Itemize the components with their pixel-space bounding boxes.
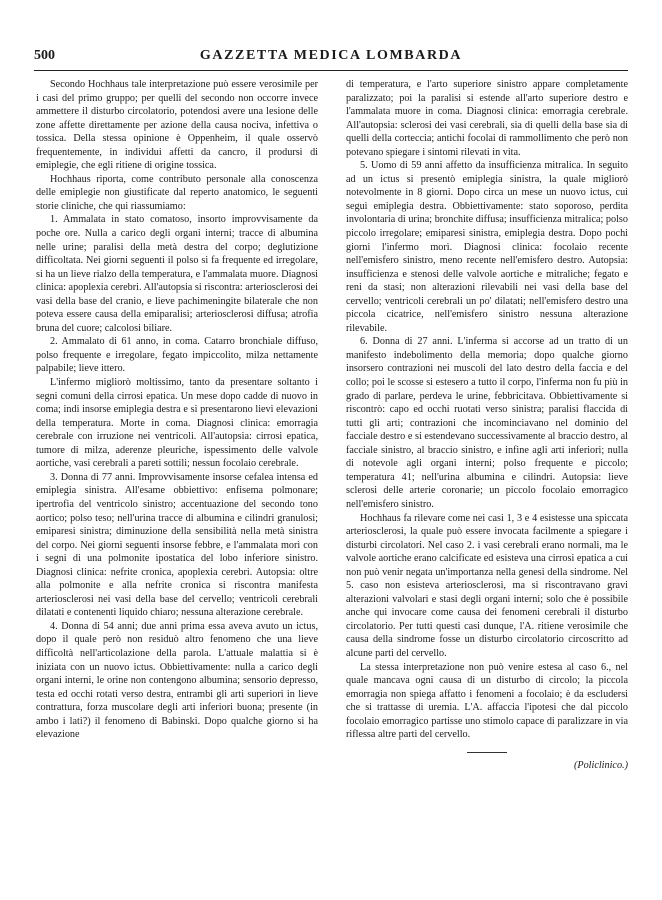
paragraph-continued: di temperatura, e l'arto superiore sinistro appare completamente paralizzato; poi la paralisi si estende all'arto superiore destro e l'ammalata muore in coma. Diagnosi clinica: emorragia cerebrale. All'autopsia: sclerosi dei vasi cerebrali, sia di quelli della base sia di quelli della corteccia; antichi focolai di rammollimento che però non potevano spiegare i sintomi rilevati in vita. bbox=[346, 79, 628, 158]
source-citation: (Policlinico.) bbox=[573, 759, 628, 771]
case-1-paragraph: 1. Ammalata in stato comatoso, insorto improvvisamente da poche ore. Nulla a carico degli organi interni; tracce di albumina nelle urine; paralisi della metà destra del corpo; deglutizione difficoltata. Nei giorni seguenti il polso si fa frequente ed irregolare, si ha un lieve rialzo della temperatura, e l'ammalata muore. Diagnosi clinica: apoplexia cerebri. All'autopsia si riscontra: arteriosclerosi dei vasi della base del cranio, e lieve pachimeningite bilaterale che non poteva essere causa della emiparalisi; arteriosclerosi diffusa; atrofia bruna del cuore; calcolosi biliare. bbox=[36, 214, 318, 334]
case-5-paragraph: 5. Uomo di 59 anni affetto da insufficienza mitralica. In seguito ad un ictus si presentò emiplegia sinistra, la quale migliorò notevolmente in 8 giorni. Dopo circa un mese un nuovo ictus, cui seguì emiplegia destra. Obbiettivamente: stato soporoso, perdita involontaria di urina; bronchite diffusa; insufficienza mitralica; polso piccolo irregolare; emiparesi sinistra, emiplegia destra. Dopo pochi giorni l'infermo morì. Diagnosi clinica: focolaio recente nell'emisfero sinistro, meno recente nell'emisfero destro. Autopsia: insufficienza e stenosi delle valvole aortiche e mitraliche; fegato e reni da stasi; non alterazioni rilevabili nei vasi della base del cervello; ventricoli cerebrali un po' dilatati; nell'emisfero destro una piccola cicatrice, nell'emisfero sinistro nessuna alterazione rilevabile. bbox=[346, 160, 628, 334]
case-4-paragraph: 4. Donna di 54 anni; due anni prima essa aveva avuto un ictus, dopo il quale però non residuò altro fenomeno che una lieve difficoltà nell'articolazione della parola. L'attuale malattia si è iniziata con un nuovo ictus. Obbiettivamente: nulla a carico degli organi interni, le orine non contengono albumina; sensorio depresso, testa ed occhi rotati verso destra, entrambi gli arti superiori in lieve contrattura, forza muscolare degli arti inferiori buona; presente (in ambo i lati?) il fenomeno di Babinski. Dopo qualche giorno si ha elevazione bbox=[36, 620, 318, 741]
case-3-paragraph: 3. Donna di 77 anni. Improvvisamente insorse cefalea intensa ed emiplegia sinistra. All'esame obbiettivo: enfisema polmonare; ipertrofia del ventricolo sinistro; accentuazione del secondo tono aortico; polso teso; nell'urina tracce di albumina e cilindri granulosi; emiparesi sinistra; diminuzione della sensibilità nella metà sinistra del corpo. Nei giorni seguenti insorse febbre, e l'ammalata morì con i segni di una polmonite ipostatica del lobo inferiore sinistro. Diagnosi clinica: nefrite cronica, apoplexia cerebri. Autopsia: oltre alla polmonite e alla nefrite cronica si riscontra manifesta arteriosclerosi nei vasi della base del cervello; ventricoli cerebrali dilatati e contenenti liquido chiaro; nessuna alterazione cerebrale. bbox=[36, 471, 318, 619]
paragraph: La stessa interpretazione non può venire estesa al caso 6., nel quale mancava ogni causa di un disturbo di circolo; la piccola emorragia non spiega affatto i fenomeni a focolaio; è da escludersi che si trattasse di uremia. L'A. affaccia l'ipotesi che dal piccolo focolaio emorragico partisse uno stimolo capace di paralizzare in via riflessa altre parti del cervello. bbox=[346, 661, 628, 741]
closing-rule bbox=[467, 752, 507, 753]
paragraph: Hochhaus fa rilevare come nei casi 1, 3 e 4 esistesse una spiccata arteriosclerosi, la quale può essere invocata facilmente a spiegare i disturbi circolatori. Nel caso 2. i vasi cerebrali erano normali, ma le valvole aortiche erano calcificate ed esisteva una cirrosi epatica a cui non può venir negata un'importanza nella genesi della sindrome. Nel 5. caso non esisteva arteriosclerosi, ma si riscontravano gravi alterazioni valvolari e stasi degli organi interni; solo che è possibile anche qui invocare come causa dei fenomeni cerebrali il disturbo circolatorio. Per tutti questi casi dunque, l'A. ritiene verosimile che causa della sindrome fosse un disturbo circolatorio circoscritto ad alcune parti del cervello. bbox=[346, 512, 628, 659]
paragraph: Hochhaus riporta, come contributo personale alla conoscenza delle emiplegie non giustificate dal reperto anatomico, le seguenti storie cliniche, che qui riassumiamo: bbox=[36, 173, 318, 212]
header-rule bbox=[34, 70, 628, 71]
page-number: 500 bbox=[34, 48, 55, 63]
case-2-paragraph: 2. Ammalato di 61 anno, in coma. Catarro bronchiale diffuso, polso frequente e irregolare, fegato impiccolito, milza nettamente palpabile; lieve ittero. bbox=[36, 336, 318, 375]
right-column bbox=[346, 78, 628, 772]
paragraph: L'infermo migliorò moltissimo, tanto da presentare soltanto i segni comuni della cirrosi epatica. Un mese dopo cadde di nuovo in coma; indi insorse emiplegia destra e si presentarono lievi elevazioni della temperatura. Morte in coma. Diagnosi clinica: emorragia cerebrale con irruzione nei ventricoli. All'autopsia: cirrosi epatica, tumore di milza, aderenze pleuriche, ispessimento delle valvole aortiche, vasi cerebrali a pareti sottili; nessun focolaio cerebrale. bbox=[36, 377, 318, 470]
case-6-paragraph: 6. Donna di 27 anni. L'inferma si accorse ad un tratto di un manifesto indebolimento della memoria; dopo qualche giorno insorsero contrazioni nei muscoli del lato destro della faccia e del collo; poi le scosse si estesero a tutto il corpo, l'inferma non fu più in grado di parlare, perdeva le urine, febbricitava. Obbiettivamente si riscontrò: capo ed occhi ruotati verso sinistra; paralisi flaccida di tutti gli arti; contrazioni che incominciavano nel dominio del facciale destro e si estendevano successivamente al braccio destro, al facciale sinistro, al braccio sinistro, e infine agli arti inferiori; nulla di notevole agli organi interni; polso frequente e piccolo; temperatura 41; nell'urina albumina e cilindri. Autopsia: lieve sclerosi delle arterie coronarie; un piccolo focolaio emorragico nell'emisfero sinistro. bbox=[346, 336, 628, 510]
paragraph: Secondo Hochhaus tale interpretazione può essere verosimile per i casi del primo gruppo; per quelli del secondo non occorre invece ammettere il disturbo circolatorio, potendosi avere una lesione delle zone affette direttamente per azione della causa nociva, infettiva o tossica. Della stessa opinione è Oppenheim, il quale osservò frequentemente, in individui affetti da cancro, il prodursi di emiplegie, che egli ritiene di origine tossica. bbox=[36, 79, 318, 172]
running-title: GAZZETTA MEDICA LOMBARDA bbox=[199, 48, 463, 63]
left-column bbox=[36, 78, 318, 742]
page-header bbox=[34, 48, 628, 70]
